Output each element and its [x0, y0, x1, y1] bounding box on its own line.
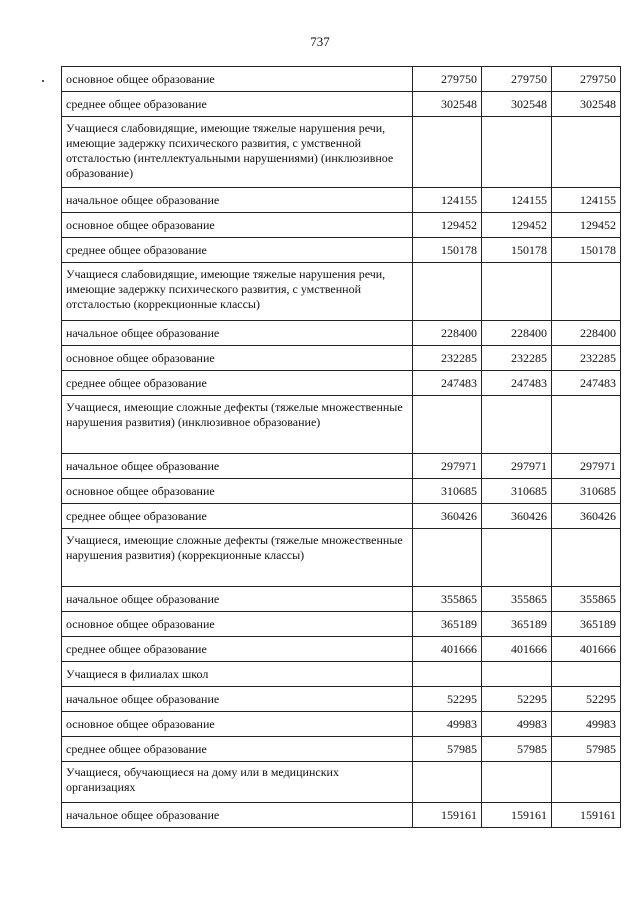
- row-label: начальное общее образование: [62, 587, 413, 612]
- row-value-3: [552, 762, 621, 803]
- row-value-2: 355865: [482, 587, 552, 612]
- row-value-1: 365189: [413, 612, 482, 637]
- table-row: [62, 712, 621, 737]
- row-value-3: [552, 662, 621, 687]
- table-row: [62, 321, 621, 346]
- row-value-1: 355865: [413, 587, 482, 612]
- row-label: среднее общее образование: [62, 238, 413, 263]
- row-value-2: 401666: [482, 637, 552, 662]
- page-number: 737: [310, 34, 330, 49]
- row-value-1: 232285: [413, 346, 482, 371]
- table-row: [62, 92, 621, 117]
- row-value-3: 401666: [552, 637, 621, 662]
- funding-table: [61, 66, 621, 828]
- table-row: [62, 238, 621, 263]
- row-value-2: 129452: [482, 213, 552, 238]
- row-value-2: 124155: [482, 188, 552, 213]
- row-value-2: [482, 263, 552, 321]
- row-value-2: 279750: [482, 67, 552, 92]
- row-label: среднее общее образование: [62, 504, 413, 529]
- row-label: основное общее образование: [62, 346, 413, 371]
- row-value-3: 247483: [552, 371, 621, 396]
- row-value-2: 228400: [482, 321, 552, 346]
- row-value-3: 49983: [552, 712, 621, 737]
- row-value-2: 310685: [482, 479, 552, 504]
- row-value-1: 247483: [413, 371, 482, 396]
- row-value-1: 129452: [413, 213, 482, 238]
- table-row: [62, 454, 621, 479]
- table-row: [62, 737, 621, 762]
- row-value-2: 52295: [482, 687, 552, 712]
- row-value-2: 297971: [482, 454, 552, 479]
- row-value-1: 57985: [413, 737, 482, 762]
- row-value-1: [413, 662, 482, 687]
- row-value-2: 360426: [482, 504, 552, 529]
- table-row: [62, 213, 621, 238]
- row-value-2: [482, 529, 552, 587]
- category-label: Учащиеся слабовидящие, имеющие тяжелые нарушения речи, имеющие задержку психического развития, с умственной отсталостью (интеллектуальными нарушениями) (инклюзивное образование): [62, 117, 413, 188]
- row-value-3: 129452: [552, 213, 621, 238]
- row-value-3: 228400: [552, 321, 621, 346]
- row-value-1: 228400: [413, 321, 482, 346]
- row-value-3: 360426: [552, 504, 621, 529]
- table-row: [62, 612, 621, 637]
- row-label: основное общее образование: [62, 479, 413, 504]
- row-value-1: 52295: [413, 687, 482, 712]
- row-value-3: 365189: [552, 612, 621, 637]
- row-value-1: 150178: [413, 238, 482, 263]
- row-value-3: 355865: [552, 587, 621, 612]
- table-row: [62, 479, 621, 504]
- row-value-1: 297971: [413, 454, 482, 479]
- category-label: Учащиеся слабовидящие, имеющие тяжелые нарушения речи, имеющие задержку психического развития, с умственной отсталостью (коррекционные классы): [62, 263, 413, 321]
- row-label: основное общее образование: [62, 612, 413, 637]
- row-label: среднее общее образование: [62, 92, 413, 117]
- row-value-1: 310685: [413, 479, 482, 504]
- row-value-1: 124155: [413, 188, 482, 213]
- row-value-1: 401666: [413, 637, 482, 662]
- table-row-category: [62, 263, 621, 321]
- row-value-2: [482, 662, 552, 687]
- table-row-category: [62, 662, 621, 687]
- row-value-3: 159161: [552, 803, 621, 828]
- row-label: начальное общее образование: [62, 188, 413, 213]
- row-value-3: 124155: [552, 188, 621, 213]
- scan-artifact-dot: [42, 80, 44, 82]
- row-label: начальное общее образование: [62, 321, 413, 346]
- row-label: начальное общее образование: [62, 687, 413, 712]
- row-value-2: [482, 396, 552, 454]
- row-label: среднее общее образование: [62, 737, 413, 762]
- row-value-2: [482, 762, 552, 803]
- row-value-3: 279750: [552, 67, 621, 92]
- row-value-3: 150178: [552, 238, 621, 263]
- table-row: [62, 803, 621, 828]
- row-value-2: [482, 117, 552, 188]
- row-value-1: [413, 117, 482, 188]
- row-value-2: 365189: [482, 612, 552, 637]
- row-value-1: 159161: [413, 803, 482, 828]
- row-value-2: 159161: [482, 803, 552, 828]
- row-value-3: [552, 117, 621, 188]
- row-value-2: 49983: [482, 712, 552, 737]
- category-label: Учащиеся в филиалах школ: [62, 662, 413, 687]
- row-value-2: 247483: [482, 371, 552, 396]
- table-row: [62, 587, 621, 612]
- row-value-1: 279750: [413, 67, 482, 92]
- table-row: [62, 67, 621, 92]
- row-value-2: 302548: [482, 92, 552, 117]
- row-value-3: 310685: [552, 479, 621, 504]
- row-value-3: 297971: [552, 454, 621, 479]
- row-value-2: 150178: [482, 238, 552, 263]
- table-row: [62, 188, 621, 213]
- category-label: Учащиеся, имеющие сложные дефекты (тяжелые множественные нарушения развития) (коррекционные классы): [62, 529, 413, 587]
- table-row: [62, 687, 621, 712]
- table-row: [62, 371, 621, 396]
- table-row-category: [62, 529, 621, 587]
- table-row-category: [62, 117, 621, 188]
- row-label: среднее общее образование: [62, 637, 413, 662]
- row-value-1: [413, 762, 482, 803]
- row-value-1: [413, 396, 482, 454]
- row-label: среднее общее образование: [62, 371, 413, 396]
- row-value-3: 302548: [552, 92, 621, 117]
- row-value-3: [552, 263, 621, 321]
- category-label: Учащиеся, обучающиеся на дому или в медицинских организациях: [62, 762, 413, 803]
- row-value-1: [413, 529, 482, 587]
- row-value-3: 57985: [552, 737, 621, 762]
- table-row: [62, 346, 621, 371]
- row-value-3: [552, 529, 621, 587]
- row-value-2: 57985: [482, 737, 552, 762]
- row-value-2: 232285: [482, 346, 552, 371]
- row-label: основное общее образование: [62, 712, 413, 737]
- row-value-3: 52295: [552, 687, 621, 712]
- category-label: Учащиеся, имеющие сложные дефекты (тяжелые множественные нарушения развития) (инклюзивное образование): [62, 396, 413, 454]
- table-row: [62, 637, 621, 662]
- row-label: основное общее образование: [62, 67, 413, 92]
- row-label: основное общее образование: [62, 213, 413, 238]
- row-value-1: 302548: [413, 92, 482, 117]
- row-value-3: 232285: [552, 346, 621, 371]
- row-value-1: [413, 263, 482, 321]
- row-value-3: [552, 396, 621, 454]
- row-label: начальное общее образование: [62, 454, 413, 479]
- row-label: начальное общее образование: [62, 803, 413, 828]
- table-row-category: [62, 762, 621, 803]
- row-value-1: 360426: [413, 504, 482, 529]
- table-row-category: [62, 396, 621, 454]
- row-value-1: 49983: [413, 712, 482, 737]
- table-row: [62, 504, 621, 529]
